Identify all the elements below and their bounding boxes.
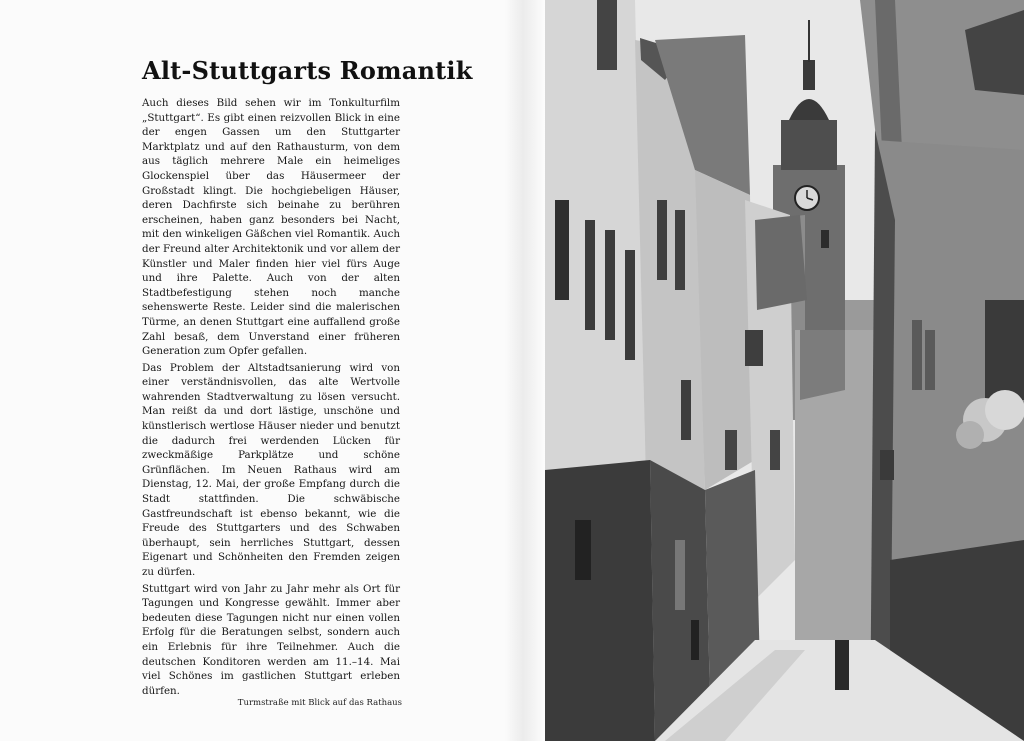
paragraph: Das Problem der Altstadtsanierung wird von einer verständnisvollen, das alte Wertvolle wahrenden Stadtverwaltung zu lösen versucht. Man reißt da und dort lästige, unschöne und künstlerisch wertlose Häuser nieder und benutzt die dadurch frei werdenden Lücken für zweckmäßige Parkplätze und schöne Grünflächen. Im Neuen Rathaus wird am Dienstag, 12. Mai, der große Empfang durch die Stadt stattfinden. Die schwäbische Gastfreundschaft ist ebenso bekannt, wie die Freude des Stuttgarters und des Schwaben überhaupt, sein herrliches Stuttgart, dessen Eigenart und Schönheiten den Fremden zeigen zu dürfen. <box>142 361 400 578</box>
street-photo-image <box>545 0 1024 741</box>
paragraph: Stuttgart wird von Jahr zu Jahr mehr als Ort für Tagungen und Kongresse gewählt. Immer aber bedeuten diese Tagungen nicht nur einen vollen Erfolg für die Beratungen selbst, sondern auch ein Erlebnis für ihre Teilnehmer. Auch die deutschen Konditoren werden am 11.–14. Mai viel Schönes im gastlichen Stuttgart erleben dürfen. <box>142 582 400 697</box>
street-photo <box>545 0 1024 741</box>
article-body <box>142 96 400 700</box>
page-title: Alt-Stuttgarts Romantik <box>142 56 473 85</box>
book-gutter <box>505 0 545 741</box>
photo-caption: Turmstraße mit Blick auf das Rathaus <box>237 698 402 708</box>
paragraph: Auch dieses Bild sehen wir im Tonkulturfilm „Stuttgart“. Es gibt einen reizvollen Blick in eine der engen Gassen um den Stuttgarter Marktplatz und auf den Rathausturm, von dem aus täglich mehrere Male ein heimeliges Glockenspiel über das Häusermeer der Großstadt klingt. Die hochgiebeligen Häuser, deren Dachfirste sich beinahe zu berühren erscheinen, haben ganz besonders bei Nacht, mit den winkeligen Gäßchen viel Romantik. Auch der Freund alter Architektonik und vor allem der Künstler und Maler finden hier viel fürs Auge und ihre Palette. Auch von der alten Stadtbefestigung stehen noch manche sehenswerte Reste. Leider sind die malerischen Türme, an denen Stuttgart eine auffallend große Zahl besaß, dem Unverstand einer früheren Generation zum Opfer gefallen. <box>142 97 400 358</box>
right-building <box>860 0 1024 741</box>
